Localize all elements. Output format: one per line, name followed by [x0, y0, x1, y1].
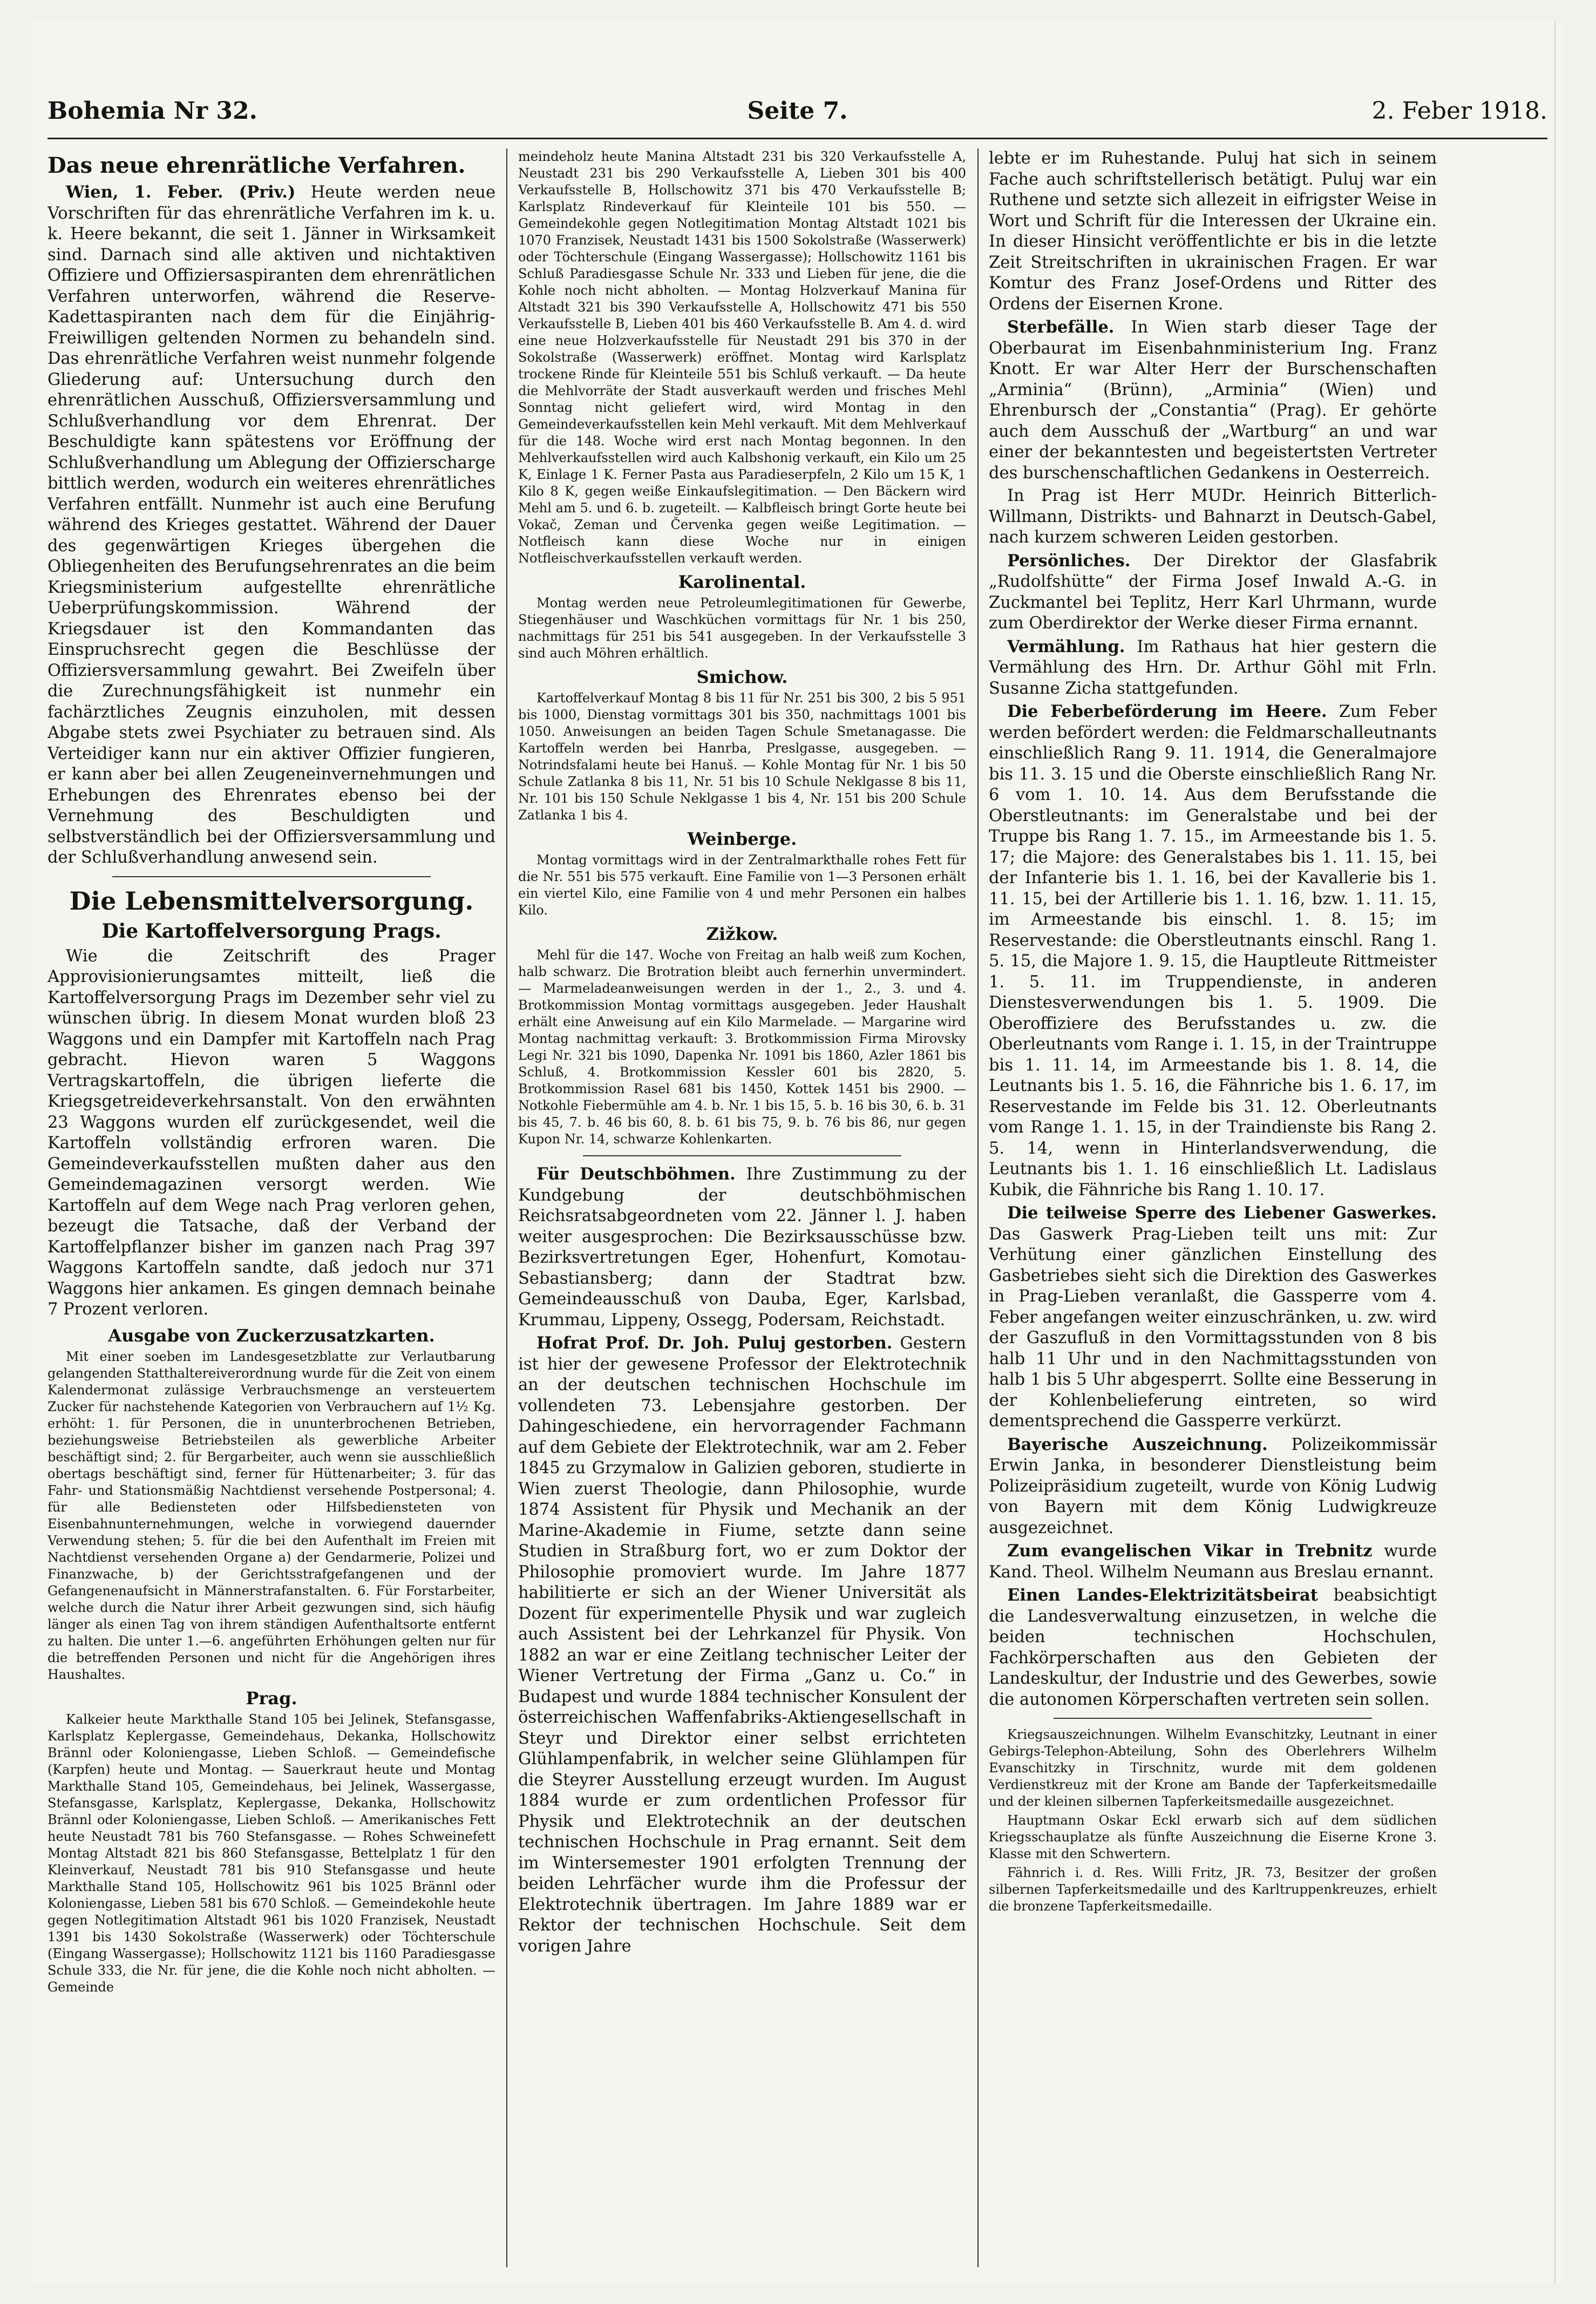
location-heading: Weinberge.	[687, 829, 797, 849]
article-paragraph: lebte er im Ruhestande. Puluj hat sich in seinem Fache auch schriftstellerisch betätigt. Puluj war ein Ruthene und setzte sich allezeit in eifrigster Weise in Wort und Schrift für die Interessen der Ukraine ein. In dieser Hinsicht veröffentlichte er bis in die letzte Zeit Streitschriften in ukrainischen Fragen. Er war Komtur des Franz Josef-Ordens und Ritter des Ordens der Eisernen Krone.	[989, 149, 1437, 314]
section-rule	[1054, 1718, 1372, 1719]
article-paragraph	[989, 1585, 1437, 1710]
article-title: Das neue ehrenrätliche Verfahren.	[47, 153, 466, 178]
article-paragraph	[518, 1333, 966, 1957]
page-edge-shadow	[1554, 22, 1556, 2283]
article-paragraph	[989, 701, 1437, 1201]
column-divider	[506, 148, 507, 2267]
article-paragraph: Kriegsauszeichnungen. Wilhelm Evanschitzky, Leutnant in einer Gebirgs-Telephon-Abteilung, Sohn des Oberlehrers Wilhelm Evanschitzky in Tirschnitz, wurde mit dem goldenen Verdienstkreuz mit der Krone am Bande der Tapferkeitsmedaille und der kleinen silbernen Tapferkeitsmedaille ausgezeichnet.	[989, 1727, 1437, 1809]
dateline: Wien, 1. Feber. (Priv.)	[66, 182, 296, 202]
article-lead: Für Deutschböhmen.	[536, 1164, 736, 1184]
issue-date: 2. Feber 1918.	[1371, 97, 1547, 125]
header-rule	[47, 138, 1547, 139]
section-rule	[583, 1155, 901, 1156]
location-heading: Karolinental.	[678, 572, 806, 592]
column-2	[518, 148, 966, 2267]
paragraph-text: Ihre Zustimmung zu der Kundgebung der deutschböhmischen Reichsratsabgeordneten vom 22. Jänner l. J. haben weiter ausgesprochen: Die Bezirksausschüsse bzw. Bezirksvertretungen Eger, Hohenfurt, Komotau-Sebastiansberg; dann der Stadtrat bzw. Gemeindeausschuß von Dauba, Eger, Karlsbad, Krummau, Lippeny, Ossegg, Podersam, Reichstadt.	[518, 1165, 966, 1330]
article-paragraph	[989, 636, 1437, 700]
article-paragraph	[518, 1164, 966, 1331]
article-paragraph: Mit einer soeben im Landesgesetzblatte zur Verlautbarung gelangenden Statthaltereiverordnung wurde für die Zeit von einem Kalendermonat zulässige Verbrauchsmenge an versteuertem Zucker für nachstehende Kategorien von Verbrauchern auf 1½ Kg. erhöht: 1. für Personen, die in ununterbrochenen Betrieben, beziehungsweise Betriebsteilen als gewerbliche Arbeiter beschäftigt sind; 2. für Bergarbeiter, auch wenn sie ausschließlich obertags beschäftigt sind, ferner für Hüttenarbeiter; 3. für das Fahr- und Stationsmäßig Nachtdienst versehende Postpersonal; 4. für alle Bediensteten oder Hilfsbediensteten von Eisenbahnunternehmungen, welche in vorwiegend dauernder Verwendung stehen; 5. für die bei den Aufenthalt im Freien mit Nachtdienst versehenden Organe a) der Gendarmerie, Polizei und Finanzwache, b) der Gerichtsstrafgefangenen und der Gefangenenaufsicht in Männerstrafanstalten. 6. Für Forstarbeiter, welche durch die Natur ihrer Arbeit gezwungen sind, sich häufig länger als einen Tag von ihrem ständigen Aufenthaltsorte entfernt zu halten. Die unter 1.—6. angeführten Erhöhungen gelten nur für die betreffenden Personen und nicht für die Angehörigen ihres Haushaltes.	[47, 1348, 495, 1682]
article-lead: Sterbefälle.	[1007, 317, 1115, 337]
article-lead: Hofrat Prof. Dr. Joh. Puluj gestorben.	[536, 1333, 893, 1353]
paragraph-text: wurde Kand. Theol. Wilhelm Neumann aus Breslau ernannt.	[989, 1542, 1437, 1582]
location-heading: Prag.	[246, 1688, 297, 1709]
article-paragraph: Wie die Zeitschrift des Prager Approvisionierungsamtes mitteilt, ließ die Kartoffelversorgung Prags im Dezember sehr viel zu wünschen übrig. In diesem Monat wurden bloß 23 Waggons und ein Dampfer mit Kartoffeln nach Prag gebracht. Hievon waren 5 Waggons Vertragskartoffeln, die übrigen lieferte die Kriegsgetreideverkehrsanstalt. Von den erwähnten 23 Waggons wurden elf zurückgesendet, weil die Kartoffeln vollständig erfroren waren. Die Gemeindeverkaufsstellen mußten daher aus den Gemeindemagazinen versorgt werden. Wie Kartoffeln auf dem Wege nach Prag verloren gehen, bezeugt die Tatsache, daß der Verband der Kartoffelpflanzer bisher im ganzen nach Prag 397 Waggons Kartoffeln sandte, daß jedoch nur 371 Waggons hier ankamen. Es gingen demnach beinahe 7 Prozent verloren.	[47, 946, 495, 1319]
page-header	[47, 97, 1547, 157]
article-subtitle: Die Kartoffelversorgung Prags.	[101, 919, 442, 943]
paragraph-text: Der Direktor der Glasfabrik „Rudolfshütte“ der Firma Josef Inwald A.-G. in Zuckmantel bei Teplitz, Herr Karl Uhrmann, wurde zum Oberdirektor der Werke dieser Firma ernannt.	[989, 551, 1437, 633]
article-paragraph: Mehl für die 147. Woche von Freitag an halb weiß zum Kochen, halb schwarz. Die Brotration bleibt auch fernerhin unvermindert. — Marmeladeanweisungen werden in der 1., 2., 3. und 4. Brotkommission Montag vormittags ausgegeben. Jeder Haushalt erhält eine Anweisung auf ein Kilo Marmelade. — Margarine wird Montag nachmittag verkauft: 3. Brotkommission Firma Mirovsky Legi Nr. 321 bis 1090, Dapenka Nr. 1091 bis 1860, Azler 1861 bis Schluß, 4. Brotkommission Kessler 601 bis 2820, 5. Brotkommission Rasel 681 bis 1450, Kottek 1451 bis 2900. — Notkohle Fiebermühle am 4. b. Nr. 1 bis 15, 5. b. 16 bis 30, 6. b. 31 bis 45, 7. b. 46 bis 60, 8. b. 61 bis 75, 9. b. 76 bis 86, nur gegen Kupon Nr. 14, schwarze Kohlenkarten.	[518, 947, 966, 1147]
article-lead: Einen Landes-Elektrizitätsbeirat	[1007, 1585, 1318, 1605]
article-paragraph	[989, 317, 1437, 484]
paragraph-text: Das Gaswerk Prag-Lieben teilt uns mit: Zur Verhütung einer gänzlichen Einstellung des Gasbetriebes sieht sich die Direktion des Gaswerkes in Prag-Lieben veranlaßt, die Gassperre vom 4. Feber angefangen weiter einzuschränken, u. zw. wird der Gaszufluß in den Vormittagsstunden von 8 bis halb 11 Uhr und in den Nachmittagsstunden von halb 1 bis 5 Uhr abgesperrt. Sollte eine Besserung in der Kohlenbelieferung eintreten, so wird dementsprechend die Gassperre verkürzt.	[989, 1224, 1437, 1431]
section-title: Die Lebensmittelversorgung.	[69, 886, 474, 916]
article-lead: Zum evangelischen Vikar in Trebnitz	[1007, 1541, 1373, 1561]
article-lead: Bayerische Auszeichnung.	[1007, 1434, 1268, 1454]
paragraph-text: Gestern ist hier der gewesene Professor der Elektrotechnik an der deutschen technischen Hochschule im vollendeten 73. Lebensjahre gestorben. Der Dahingeschiedene, ein hervorragender Fachmann auf dem Gebiete der Elektrotechnik, war am 2. Feber 1845 zu Grzymalow in Galizien geboren, studierte in Wien zuerst Theologie, dann Philosophie, wurde 1874 Assistent für Physik und Mechanik an der Marine-Akademie in Fiume, setzte dann seine Studien in Straßburg fort, wo er zum Doktor der Philosophie promoviert wurde. Im Jahre 1877 habilitierte er sich an der Wiener Universität als Dozent für experimentelle Physik und war zugleich auch Assistent bei der Lehrkanzel für Physik. Von 1882 an war er eine Zeitlang technischer Leiter der Wiener Vertretung der Firma „Ganz u. Co.“ in Budapest und wurde 1884 technischer Konsulent der österreichischen Waffenfabriks-Aktiengesellschaft in Steyr und Direktor einer selbst errichteten Glühlampenfabrik, in welcher seine Glühlampen für die Steyrer Ausstellung erzeugt wurden. Im August 1884 wurde er zum ordentlichen Professor für Physik und Elektrotechnik an der deutschen technischen Hochschule in Prag ernannt. Seit dem im Wintersemester 1901 erfolgten Trennung der beiden Lehrfächer wurde ihm die Professur der Elektrotechnik übertragen. Im Jahre 1889 war er Rektor der technischen Hochschule. Seit dem vorigen Jahre	[518, 1334, 966, 1956]
article-paragraph: Hauptmann Oskar Eckl erwarb sich auf dem südlichen Kriegsschauplatze als fünfte Auszeichnung die Eiserne Krone 3. Klasse mit den Schwertern.	[989, 1813, 1437, 1861]
column-3	[989, 148, 1437, 2267]
article-paragraph	[989, 551, 1437, 634]
article-paragraph	[989, 1203, 1437, 1432]
paragraph-text: Im Rathaus hat hier gestern die Vermählung des Hrn. Dr. Arthur Göhl mit Frln. Susanne Zicha stattgefunden.	[989, 637, 1437, 698]
masthead-issue: Bohemia Nr 32.	[47, 97, 257, 125]
article-paragraph: Montag werden neue Petroleumlegitimationen für Gewerbe, Stiegenhäuser und Waschküchen vormittags für Nr. 1 bis 250, nachmittags für 251 bis 541 ausgegeben. In der Verkaufsstelle 3 sind auch Möhren erhältlich.	[518, 595, 966, 661]
article-lead: Vermählung.	[1007, 636, 1125, 656]
article-paragraph	[47, 182, 495, 869]
article-lead: Persönliches.	[1007, 551, 1131, 571]
article-paragraph: Montag vormittags wird in der Zentralmarkthalle rohes Fett für die Nr. 551 bis 575 verkauft. Eine Familie von 1—3 Personen erhält ein viertel Kilo, eine Familie von 4 und mehr Personen ein halbes Kilo.	[518, 852, 966, 918]
paragraph-text: Zum Feber werden befördert werden: die Feldmarschalleutnants einschließlich Rang 9. 11. 1914, die Generalmajore bis 11. 3. 15 und die Oberste einschließlich Rang Nr. 6 vom 1. 10. 14. Aus dem Berufsstande die Oberstleutnants: im Generalstabe und bei der Truppe bis Rang 1. 7. 15., im Armeestande bis 1. 5. 17; die Majore: des Generalstabes bis 1. 11. 15, bei der Infanterie bis 1. 1. 16, bei der Kavallerie bis 1. 11. 15, bei der Artillerie bis 1. 1. 16, bzw. 1. 11. 15, im Armeestande bis einschl. 1. 8. 15; im Reservestande: die Oberstleutnants einschl. Rang 1. 5. 15, die Majore 1. 9. 15, die Hauptleute Rittmeister 1. 5. 11. im Truppendienste, in anderen Dienstesverwendungen bis 1. 5. 1909. Die Oberoffiziere des Berufsstandes u. zw. die Oberleutnants vom Range i. 1. 15, in der Traintruppe bis 1. 11. 14, im Armeestande bis 1. 8. 14, die Leutnants bis 1. 5. 16, die Fähnriche bis 1. 6. 17, im Reservestande im Felde bis 31. 12. Oberleutnants vom Range 1. 1. 15, in der Traindienste bis Rang 2. 5. 14, wenn in Hinterlandsverwendung, die Leutnants bis 1. 1. 16 einschließlich Lt. Ladislaus Kubik, die Fähnriche bis Rang 1. 10. 17.	[989, 702, 1437, 1200]
column-1	[47, 148, 495, 2267]
article-paragraph	[989, 1434, 1437, 1539]
page-number: Seite 7.	[747, 97, 848, 125]
article-paragraph	[989, 1541, 1437, 1583]
article-lead: Die teilweise Sperre des Liebener Gaswerkes.	[1007, 1203, 1437, 1223]
article-paragraph: meindeholz heute Manina Altstadt 231 bis 320 Verkaufsstelle A, Neustadt 231 bis 290 Verkaufsstelle A, Lieben 301 bis 400 Verkaufsstelle B, Hollschowitz 371 bis 470 Verkaufsstelle B; Karlsplatz Rindeverkauf für Kleinteile 101 bis 550. — Gemeindekohle gegen Notlegitimation Montag Altstadt 1021 bis 1070 Franzisek, Neustadt 1431 bis 1500 Sokolstraße (Wasserwerk) oder Töchterschule (Eingang Wassergasse); Hollschowitz 1161 bis Schluß Paradiesgasse Schule Nr. 333 und Lieben für jene, die die Kohle noch nicht abholten. — Montag Holzverkauf Manina für Altstadt 321 bis 390 Verkaufsstelle A, Hollschowitz 471 bis 550 Verkaufsstelle B, Lieben 401 bis 460 Verkaufsstelle B. Am 4. d. wird eine neue Holzverkaufsstelle für Neustadt 291 bis 370 in der Sokolstraße (Wasserwerk) eröffnet. Montag wird Karlsplatz trockene Rinde für Kleinteile 551 bis Schluß verkauft. — Da heute die Mehlvorräte der Stadt ausverkauft werden und frisches Mehl Sonntag nicht geliefert wird, wird Montag in den Gemeindeverkaufsstellen kein Mehl verkauft. Mit dem Mehlverkauf für die 148. Woche wird erst nach Montag begonnen. In den Mehlverkaufsstellen wird auch Kalbshonig verkauft, ein Kilo um 25 K, Einlage 1 K. Ferner Pasta aus Paradieserpfeln, 2 Kilo um 15 K, 1 Kilo 8 K, gegen weiße Einkaufslegitimation. — Den Bäckern wird Mehl am 5. und 6. b. zugeteilt. — Kalbfleisch bringt Gorte heute bei Vokač, Zeman und Červenka gegen weiße Legitimation. — Notfleisch kann diese Woche nur in einigen Notfleischverkaufsstellen verkauft werden.	[518, 149, 966, 566]
paragraph-text: Heute werden neue Vorschriften für das ehrenrätliche Verfahren im k. u. k. Heere bekannt, die seit 1. Jänner in Wirksamkeit sind. Darnach sind alle aktiven und nichtaktiven Offiziere und Offiziersaspiranten dem ehrenrätlichen Verfahren unterworfen, während die Reserve-Kadettaspiranten nach dem für die Einjährig-Freiwilligen geltenden Normen zu behandeln sind. Das ehrenrätliche Verfahren weist nunmehr folgende Gliederung auf: Untersuchung durch den ehrenrätlichen Ausschuß, Offiziersversammlung und Schlußverhandlung vor dem Ehrenrat. Der Beschuldigte kann spätestens vor Eröffnung der Schlußverhandlung um Ablegung der Offizierscharge bittlich werden, wodurch ein weiteres ehrenrätliches Verfahren entfällt. Nunmehr ist auch eine Berufung während des Krieges gestattet. Während der Dauer des gegenwärtigen Krieges übergehen die Obliegenheiten des Berufungsehrenrates an die beim Kriegsministerium aufgestellte ehrenrätliche Ueberprüfungskommission. Während der Kriegsdauer ist den Kommandanten das Einspruchsrecht gegen die Beschlüsse der Offiziersversammlung gewahrt. Bei Zweifeln über die Zurechnungsfähigkeit ist nunmehr ein fachärztliches Zeugnis einzuholen, mit dessen Abgabe stets zwei Psychiater zu betrauen sind. Als Verteidiger kann nur ein aktiver Offizier fungieren, er kann aber bei allen Zeugeneinvernehmungen und Erhebungen des Ehrenrates ebenso bei der Vernehmung des Beschuldigten und selbstverständlich bei der Offiziersversammlung und der Schlußverhandlung anwesend sein.	[47, 183, 495, 867]
location-heading: Smichow.	[696, 667, 788, 687]
article-paragraph: Fähnrich i. d. Res. Willi Fritz, JR. 73, Besitzer der großen silbernen Tapferkeitsmedaille und des Karltruppenkreuzes, erhielt die bronzene Tapferkeitsmedaille.	[989, 1865, 1437, 1914]
newspaper-page	[32, 22, 1563, 2283]
paragraph-text: In Wien starb dieser Tage der Oberbaurat im Eisenbahnministerium Ing. Franz Knott. Er war Alter Herr der Burschenschaften „Arminia“ (Brünn), „Arminia“ (Wien) und Ehrenbursch der „Constantia“ (Prag). Er gehörte auch dem Ausschuß der „Wartburg“ an und war einer der bekanntesten und begeistertsten Vertreter des burschenschaftlichen Gedankens in Oesterreich.	[989, 318, 1437, 483]
column-divider	[977, 148, 979, 2267]
article-subtitle: Ausgabe von Zuckerzusatzkarten.	[108, 1325, 435, 1346]
article-paragraph: Kalkeier heute Markthalle Stand 105 bei Jelinek, Stefansgasse, Karlsplatz Keplergasse, Gemeindehaus, Dekanka, Hollschowitz Brännl oder Koloniengasse, Lieben Schloß. — Gemeindefische (Karpfen) heute und Montag. — Sauerkraut heute und Montag Markthalle Stand 105, Gemeindehaus, bei Jelinek, Wassergasse, Stefansgasse, Karlsplatz, Keplergasse, Dekanka, Hollschowitz Brännl oder Koloniengasse, Lieben Schloß. — Amerikanisches Fett heute Neustadt 781 bis 760 Stefansgasse. — Rohes Schweinefett Montag Altstadt 821 bis 860 Stefansgasse, Bettelplatz 1 für den Kleinverkauf, Neustadt 781 bis 910 Stefansgasse und heute Markthalle Stand 105, Hollschowitz 961 bis 1025 Brännl oder Koloniengasse, Lieben 581 bis 670 Schloß. — Gemeindekohle heute gegen Notlegitimation Altstadt 961 bis 1020 Franzisek, Neustadt 1391 bis 1430 Sokolstraße (Wasserwerk) oder Töchterschule (Eingang Wassergasse); Hollschowitz 1121 bis 1160 Paradiesgasse Schule 333, die Nr. für jene, die die Kohle noch nicht abholten. — Gemeinde	[47, 1711, 495, 1995]
paragraph-text: beabsichtigt die Landesverwaltung einzusetzen, in welche die beiden technischen Hochschulen, Fachkörperschaften aus den Gebieten der Landeskultur, der Industrie und des Gewerbes, sowie die autonomen Körperschaften vertreten sein sollen.	[989, 1586, 1437, 1709]
section-rule	[112, 876, 431, 877]
location-heading: Zižkow.	[706, 924, 778, 944]
article-paragraph: Kartoffelverkauf Montag 8 bis 11 für Nr. 251 bis 300, 2 bis 5 951 bis 1000, Dienstag vormittags 301 bis 350, nachmittags 1001 bis 1050. Anweisungen an beiden Tagen Schule Smetanagasse. Die Kartoffeln werden bei Hanrba, Preslgasse, ausgegeben. — Notrindsfalami heute bei Hanuš. — Kohle Montag für Nr. 1 bis 50 Schule Zatlanka 8 bis 11, Nr. 51 bis 10 Schule Neklgasse 8 bis 11, Nr. 101 bis 150 Schule Neklgasse 1 bis 4, Nr. 151 bis 200 Schule Zatlanka 1 bis 4.	[518, 690, 966, 823]
article-lead: Die Feberbeförderung im Heere.	[1007, 702, 1327, 721]
article-paragraph: In Prag ist Herr MUDr. Heinrich Bitterlich-Willmann, Distrikts- und Bahnarzt in Deutsch-Gabel, nach kurzem schweren Leiden gestorben.	[989, 486, 1437, 547]
paragraph-text: Polizeikommissär Erwin Janka, in besonderer Dienstleistung beim Polizeipräsidium zugeteilt, wurde von König Ludwig von Bayern mit dem König Ludwigkreuze ausgezeichnet.	[989, 1435, 1437, 1537]
